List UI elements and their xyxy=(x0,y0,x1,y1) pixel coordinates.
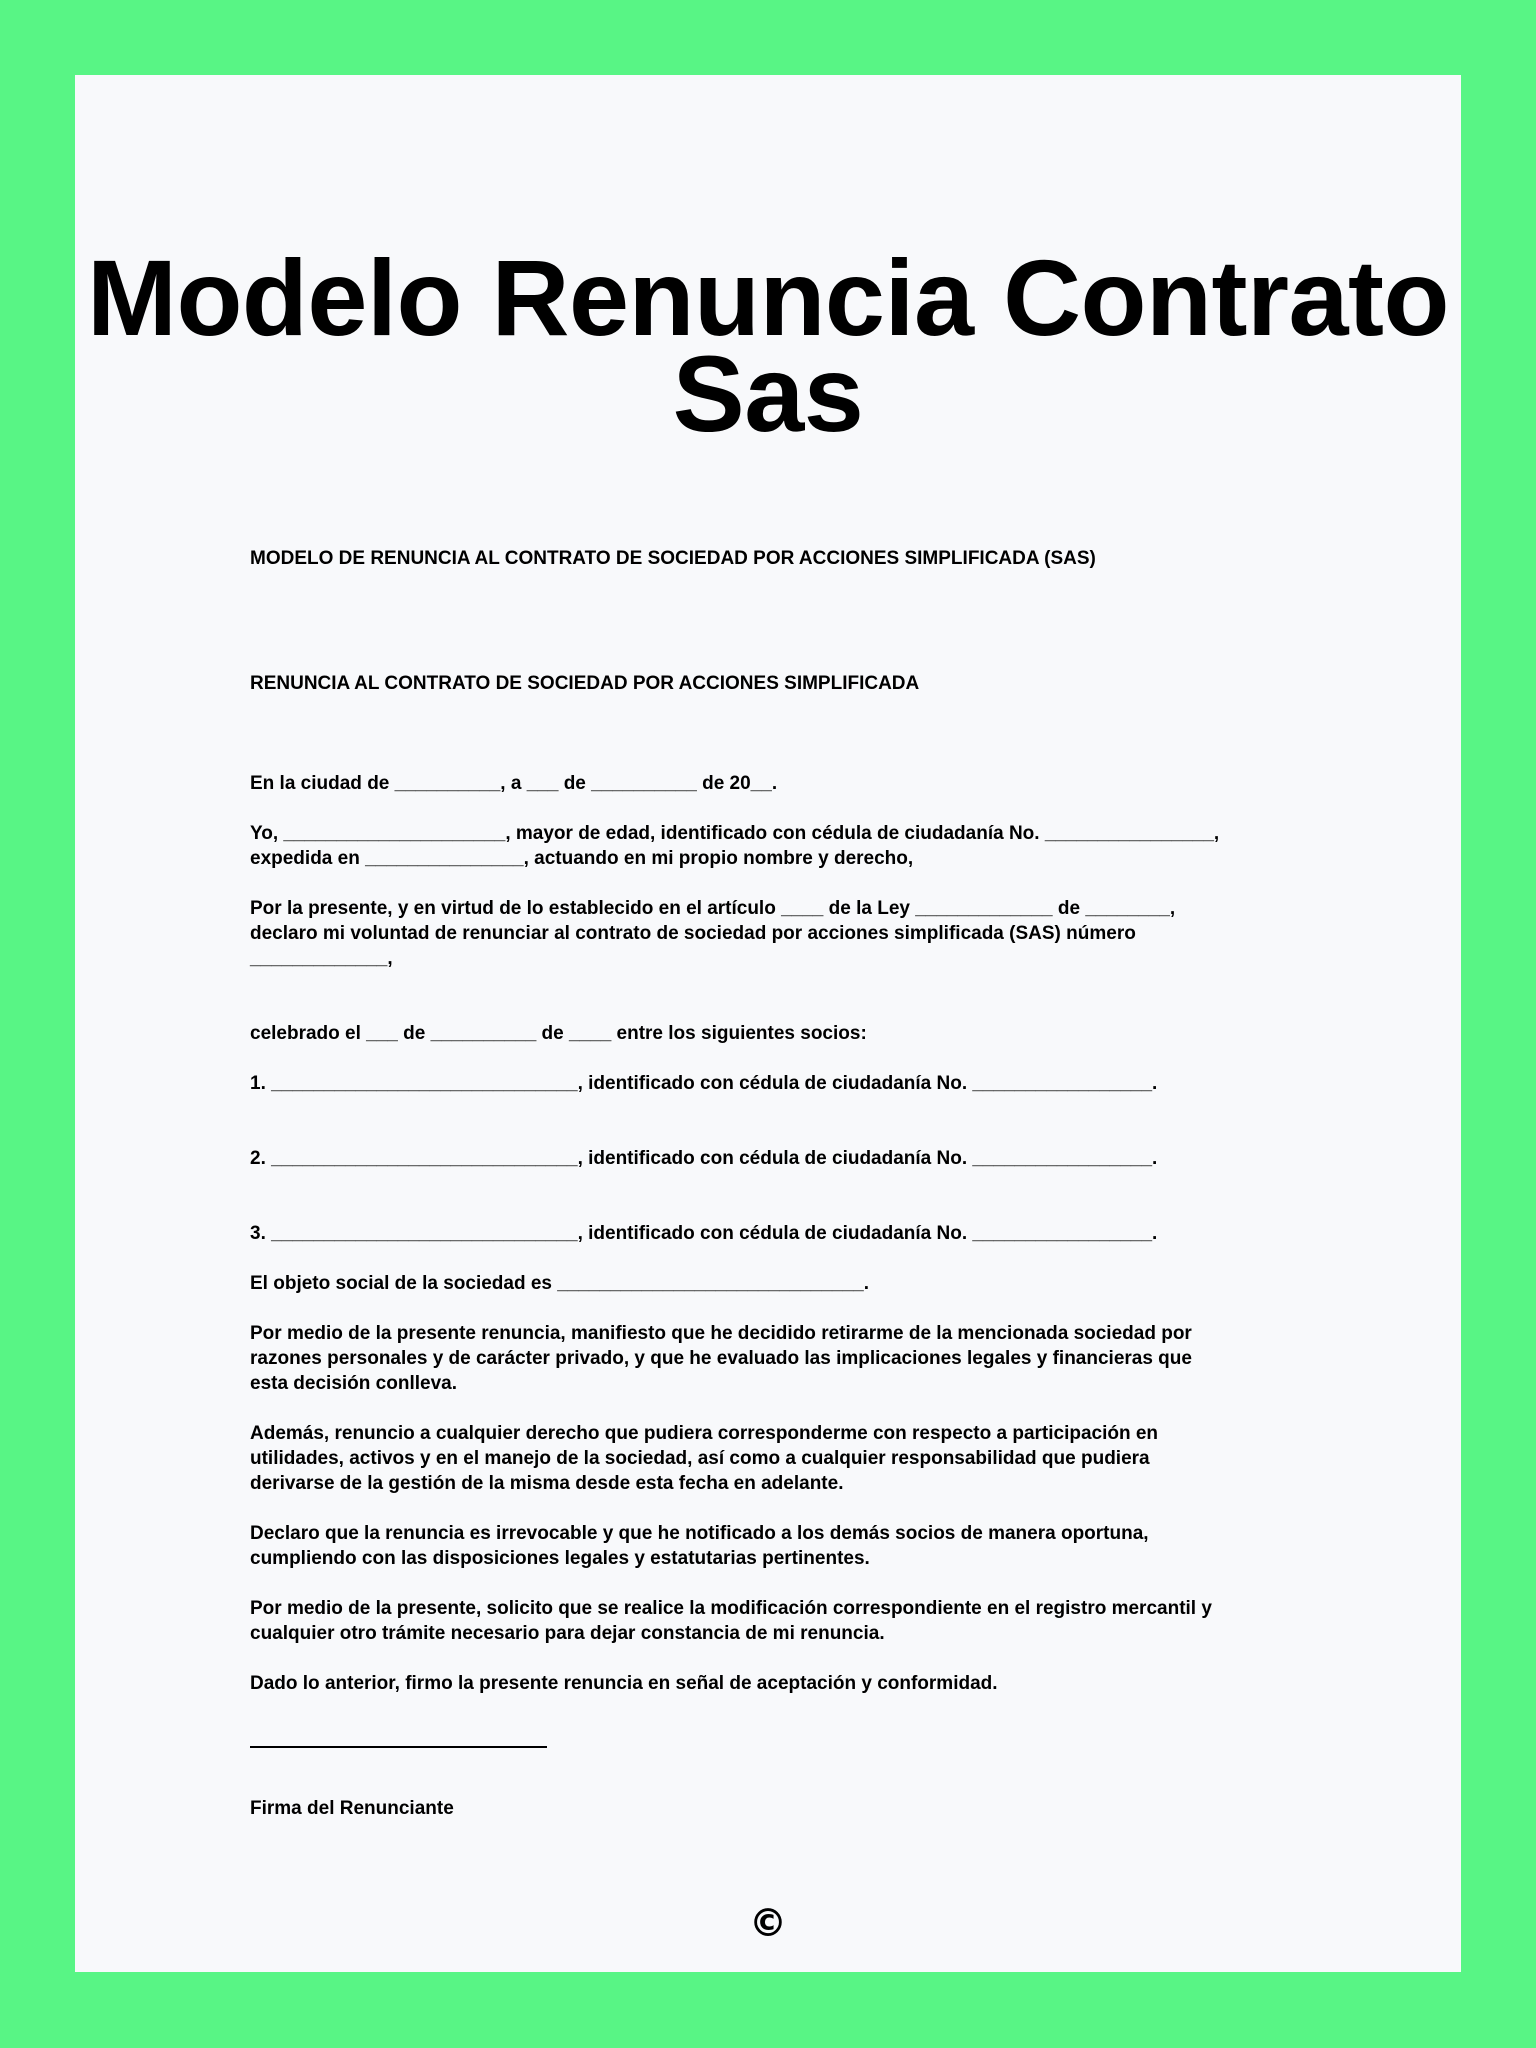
waiver-paragraph-line-3: derivarse de la gestión de la misma desde esta fecha en adelante. xyxy=(250,1473,844,1494)
partner-2-line: 2. _____________________________, identificado con cédula de ciudadanía No. _________________. xyxy=(250,1148,1158,1169)
title-line-2: Sas xyxy=(672,333,864,454)
corporate-purpose-line: El objeto social de la sociedad es _____________________________. xyxy=(250,1273,869,1294)
withdrawal-paragraph-line-3: esta decisión conlleva. xyxy=(250,1373,457,1394)
irrevocable-paragraph-line-1: Declaro que la renuncia es irrevocable y que he notificado a los demás socios de manera oportuna, xyxy=(250,1523,1149,1544)
partner-1-line: 1. _____________________________, identificado con cédula de ciudadanía No. _________________. xyxy=(250,1073,1158,1094)
document-subheading: RENUNCIA AL CONTRATO DE SOCIEDAD POR ACCIONES SIMPLIFICADA xyxy=(250,673,920,694)
title-line-1: Modelo Renuncia Contrato xyxy=(87,237,1449,358)
declaration-line-3: _____________, xyxy=(250,948,393,969)
withdrawal-paragraph-line-1: Por medio de la presente renuncia, manifiesto que he decidido retirarme de la mencionada sociedad por xyxy=(250,1323,1192,1344)
partner-3-line: 3. _____________________________, identificado con cédula de ciudadanía No. _________________. xyxy=(250,1223,1158,1244)
document-page xyxy=(75,75,1461,1972)
declarant-line-2: expedida en _______________, actuando en mi propio nombre y derecho, xyxy=(250,848,914,869)
celebrated-line: celebrado el ___ de __________ de ____ entre los siguientes socios: xyxy=(250,1023,867,1044)
declarant-line-1: Yo, _____________________, mayor de edad, identificado con cédula de ciudadanía No. ________________, xyxy=(250,823,1220,844)
document-heading: MODELO DE RENUNCIA AL CONTRATO DE SOCIEDAD POR ACCIONES SIMPLIFICADA (SAS) xyxy=(250,548,1096,569)
withdrawal-paragraph-line-2: razones personales y de carácter privado, y que he evaluado las implicaciones legales y financieras que xyxy=(250,1348,1192,1369)
declaration-line-1: Por la presente, y en virtud de lo establecido en el artículo ____ de la Ley _____________ de ________, xyxy=(250,898,1176,919)
request-paragraph-line-1: Por medio de la presente, solicito que se realice la modificación correspondiente en el registro mercantil y xyxy=(250,1598,1212,1619)
declaration-line-2: declaro mi voluntad de renunciar al contrato de sociedad por acciones simplificada (SAS) número xyxy=(250,923,1136,944)
closing-line: Dado lo anterior, firmo la presente renuncia en señal de aceptación y conformidad. xyxy=(250,1673,998,1694)
page-title xyxy=(75,237,1461,454)
request-paragraph-line-2: cualquier otro trámite necesario para dejar constancia de mi renuncia. xyxy=(250,1623,885,1644)
waiver-paragraph-line-1: Además, renuncio a cualquier derecho que pudiera corresponderme con respecto a participación en xyxy=(250,1423,1159,1444)
signature-line xyxy=(250,1746,547,1748)
irrevocable-paragraph-line-2: cumpliendo con las disposiciones legales y estatutarias pertinentes. xyxy=(250,1548,870,1569)
signature-label: Firma del Renunciante xyxy=(250,1798,454,1819)
city-date-line: En la ciudad de __________, a ___ de __________ de 20__. xyxy=(250,773,778,794)
waiver-paragraph-line-2: utilidades, activos y en el manejo de la sociedad, así como a cualquier responsabilidad que pudiera xyxy=(250,1448,1150,1469)
copyright-icon: © xyxy=(749,1901,787,1945)
